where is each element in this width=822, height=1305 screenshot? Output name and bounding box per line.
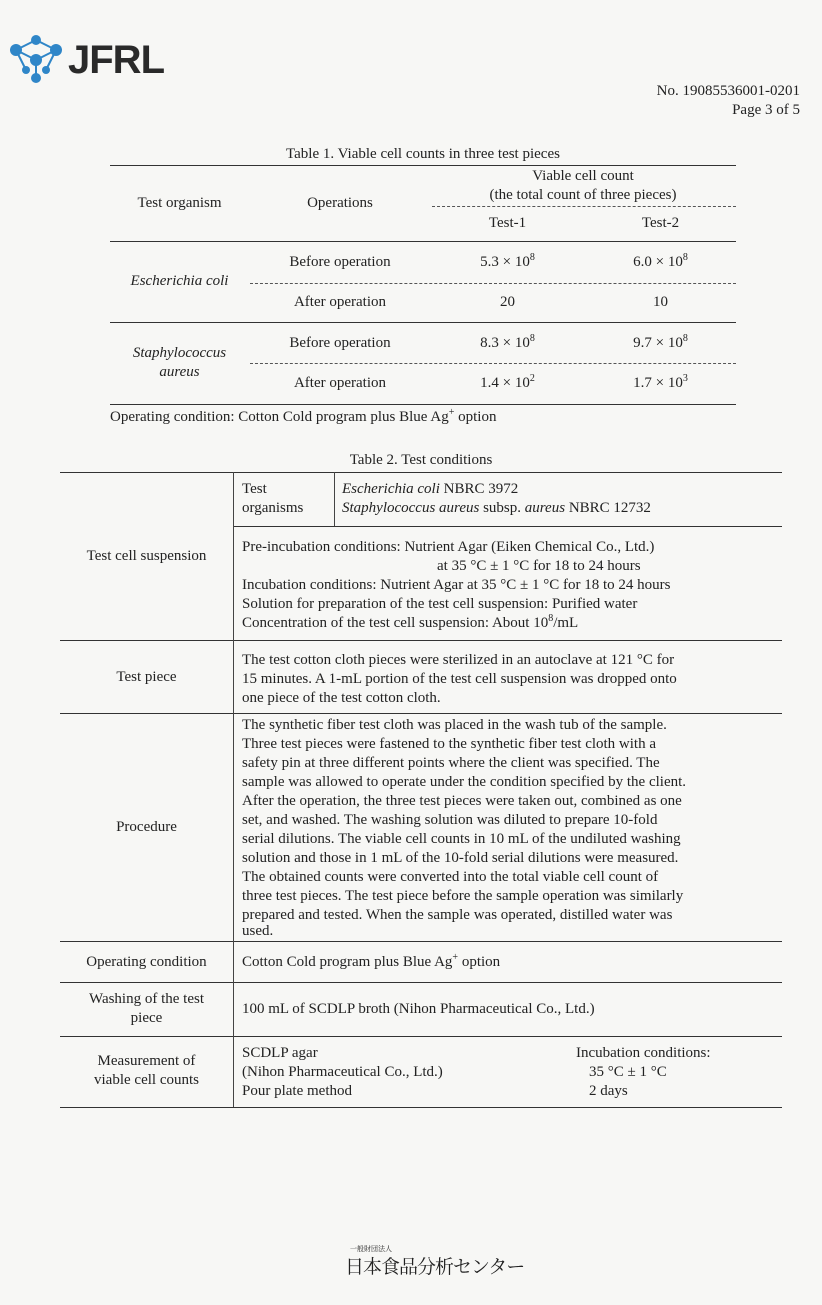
- t1-header-test2: Test-2: [641, 215, 680, 231]
- t2-washing-value: 100 mL of SCDLP broth (Nihon Pharmaceutical Co., Ltd.): [242, 1001, 595, 1017]
- t2-org-rule: [233, 526, 782, 527]
- t2-organism-1: Escherichia coli NBRC 3972: [342, 481, 519, 497]
- t2-incub-line-2: 35 °C ± 1 °C: [589, 1064, 667, 1080]
- t1-header-subrule: [432, 206, 736, 207]
- t2-rule-5: [60, 1036, 782, 1037]
- document-number: No. 19085536001-0201: [656, 83, 800, 99]
- t2-proc-line: set, and washed. The washing solution was diluted to prepare 10-fold: [242, 812, 658, 828]
- t2-susp-line-5: Concentration of the test cell suspension: About $10^8/mL$: [242, 613, 579, 631]
- t2-label-measurement-2: viable cell counts: [94, 1072, 199, 1088]
- t2-bottom-rule: [60, 1107, 782, 1108]
- t1-bottom-rule: [110, 404, 736, 405]
- t2-proc-line: solution and those in 1 mL of the 10-fold serial dilutions were measured.: [242, 850, 679, 866]
- t2-label-washing-2: piece: [130, 1010, 163, 1026]
- footer-org-small: 一般財団法人: [350, 1245, 392, 1253]
- t2-susp-line-2: at 35 °C ± 1 °C for 18 to 24 hours: [437, 558, 641, 574]
- t2-susp-line-1: Pre-incubation conditions: Nutrient Agar (Eiken Chemical Co., Ltd.): [242, 539, 655, 555]
- footer-org-name: 日本食品分析センター: [345, 1256, 525, 1278]
- t2-piece-line-1: The test cotton cloth pieces were sterilized in an autoclave at 121 °C for: [242, 652, 675, 668]
- t1-header-test1: Test-1: [488, 215, 527, 231]
- t2-piece-line-2: 15 minutes. A 1-mL portion of the test cell suspension was dropped onto: [242, 671, 677, 687]
- t1-saureus-after-label: After operation: [293, 375, 387, 391]
- t2-label-washing-1: Washing of the test: [88, 991, 205, 1007]
- t2-label-procedure: Procedure: [116, 819, 177, 835]
- page-number: Page 3 of 5: [732, 102, 800, 118]
- t1-header-organism: Test organism: [137, 195, 222, 211]
- t1-header-operations: Operations: [307, 195, 373, 211]
- document-number-block: [657, 82, 800, 120]
- t1-organism-saureus-1: Staphylococcus: [132, 345, 227, 361]
- t2-proc-line: After the operation, the three test pieces were taken out, combined as one: [242, 793, 682, 809]
- t1-saureus-before-label: Before operation: [289, 335, 391, 351]
- t2-sublabel-organisms: organisms: [242, 500, 304, 516]
- t1-saureus-after-t2: $1.7 \times 10^3$: [633, 373, 688, 391]
- t2-label-test-piece: Test piece: [116, 669, 177, 685]
- t1-ecoli-after-t1: 20: [500, 294, 515, 310]
- t1-ecoli-before-label: Before operation: [289, 254, 391, 270]
- t2-rule-3: [60, 941, 782, 942]
- t2-label-suspension: Test cell suspension: [86, 548, 207, 564]
- t1-footnote: Operating condition: Cotton Cold program plus Blue Ag+ option: [110, 407, 497, 425]
- t2-proc-line: serial dilutions. The viable cell counts in 10 mL of the undiluted washing: [242, 831, 681, 847]
- t1-ecoli-after-label: After operation: [293, 294, 387, 310]
- t2-label-measurement-1: Measurement of: [97, 1053, 196, 1069]
- t1-organism-saureus-2: aureus: [159, 364, 200, 380]
- t1-row-rule: [110, 322, 736, 323]
- t2-proc-line: prepared and tested. When the sample was operated, distilled water was: [242, 907, 673, 923]
- t2-proc-line: used.: [242, 923, 274, 939]
- t1-ecoli-after-t2: 10: [653, 294, 668, 310]
- t2-piece-line-3: one piece of the test cotton cloth.: [242, 690, 441, 706]
- t2-rule-2: [60, 713, 782, 714]
- t1-saureus-before-t2: $9.7 \times 10^8$: [633, 333, 688, 351]
- t2-proc-line: sample was allowed to operate under the condition specified by the client.: [242, 774, 687, 790]
- t2-column-divider: [233, 472, 234, 1107]
- t2-rule-4: [60, 982, 782, 983]
- t2-proc-line: Three test pieces were fastened to the synthetic fiber test cloth with a: [242, 736, 657, 752]
- t2-incub-line-1: Incubation conditions:: [576, 1045, 711, 1061]
- t1-header-viable: Viable cell count: [532, 168, 634, 184]
- table2-caption: Table 2. Test conditions: [349, 452, 493, 468]
- t1-header-rule: [110, 241, 736, 242]
- t2-susp-line-3: Incubation conditions: Nutrient Agar at 35 °C ± 1 °C for 18 to 24 hours: [242, 577, 671, 593]
- t2-rule-1: [60, 640, 782, 641]
- t1-ecoli-before-t2: $6.0 \times 10^8$: [633, 252, 688, 270]
- t2-top-rule: [60, 472, 782, 473]
- jfrl-logo-icon: [4, 30, 68, 90]
- t2-proc-line: safety pin at three different points where the client was specified. The: [242, 755, 660, 771]
- t2-susp-line-4: Solution for preparation of the test cell suspension: Purified water: [242, 596, 638, 612]
- t2-label-operating: Operating condition: [86, 954, 207, 970]
- t1-saureus-after-t1: $1.4 \times 10^2$: [480, 373, 535, 391]
- t1-saureus-divider: [250, 363, 736, 364]
- t2-meas-line-3: Pour plate method: [242, 1083, 352, 1099]
- t2-organism-2: Staphylococcus aureus subsp. aureus NBRC 12732: [342, 500, 651, 516]
- t1-organism-ecoli: Escherichia coli: [130, 273, 229, 289]
- t1-ecoli-before-t1: $5.3 \times 10^8$: [480, 252, 535, 270]
- t2-incub-line-3: 2 days: [589, 1083, 628, 1099]
- t2-operating-value: Cotton Cold program plus Blue Ag+ option: [242, 952, 501, 970]
- t1-saureus-before-t1: $8.3 \times 10^8$: [480, 333, 535, 351]
- t2-meas-line-2: (Nihon Pharmaceutical Co., Ltd.): [242, 1064, 443, 1080]
- table1-caption: Table 1. Viable cell counts in three test pieces: [286, 146, 560, 162]
- t2-meas-line-1: SCDLP agar: [242, 1045, 318, 1061]
- t1-ecoli-divider: [250, 283, 736, 284]
- logo-text: JFRL: [68, 38, 164, 82]
- t2-org-divider: [334, 472, 335, 526]
- t2-proc-line: three test pieces. The test piece before the sample operation was similarly: [242, 888, 684, 904]
- t2-proc-line: The obtained counts were converted into the total viable cell count of: [242, 869, 659, 885]
- t2-sublabel-test: Test: [242, 481, 267, 497]
- table1-top-rule: [110, 165, 736, 166]
- t2-proc-line: The synthetic fiber test cloth was placed in the wash tub of the sample.: [242, 717, 667, 733]
- t1-header-viable-sub: (the total count of three pieces): [489, 187, 677, 203]
